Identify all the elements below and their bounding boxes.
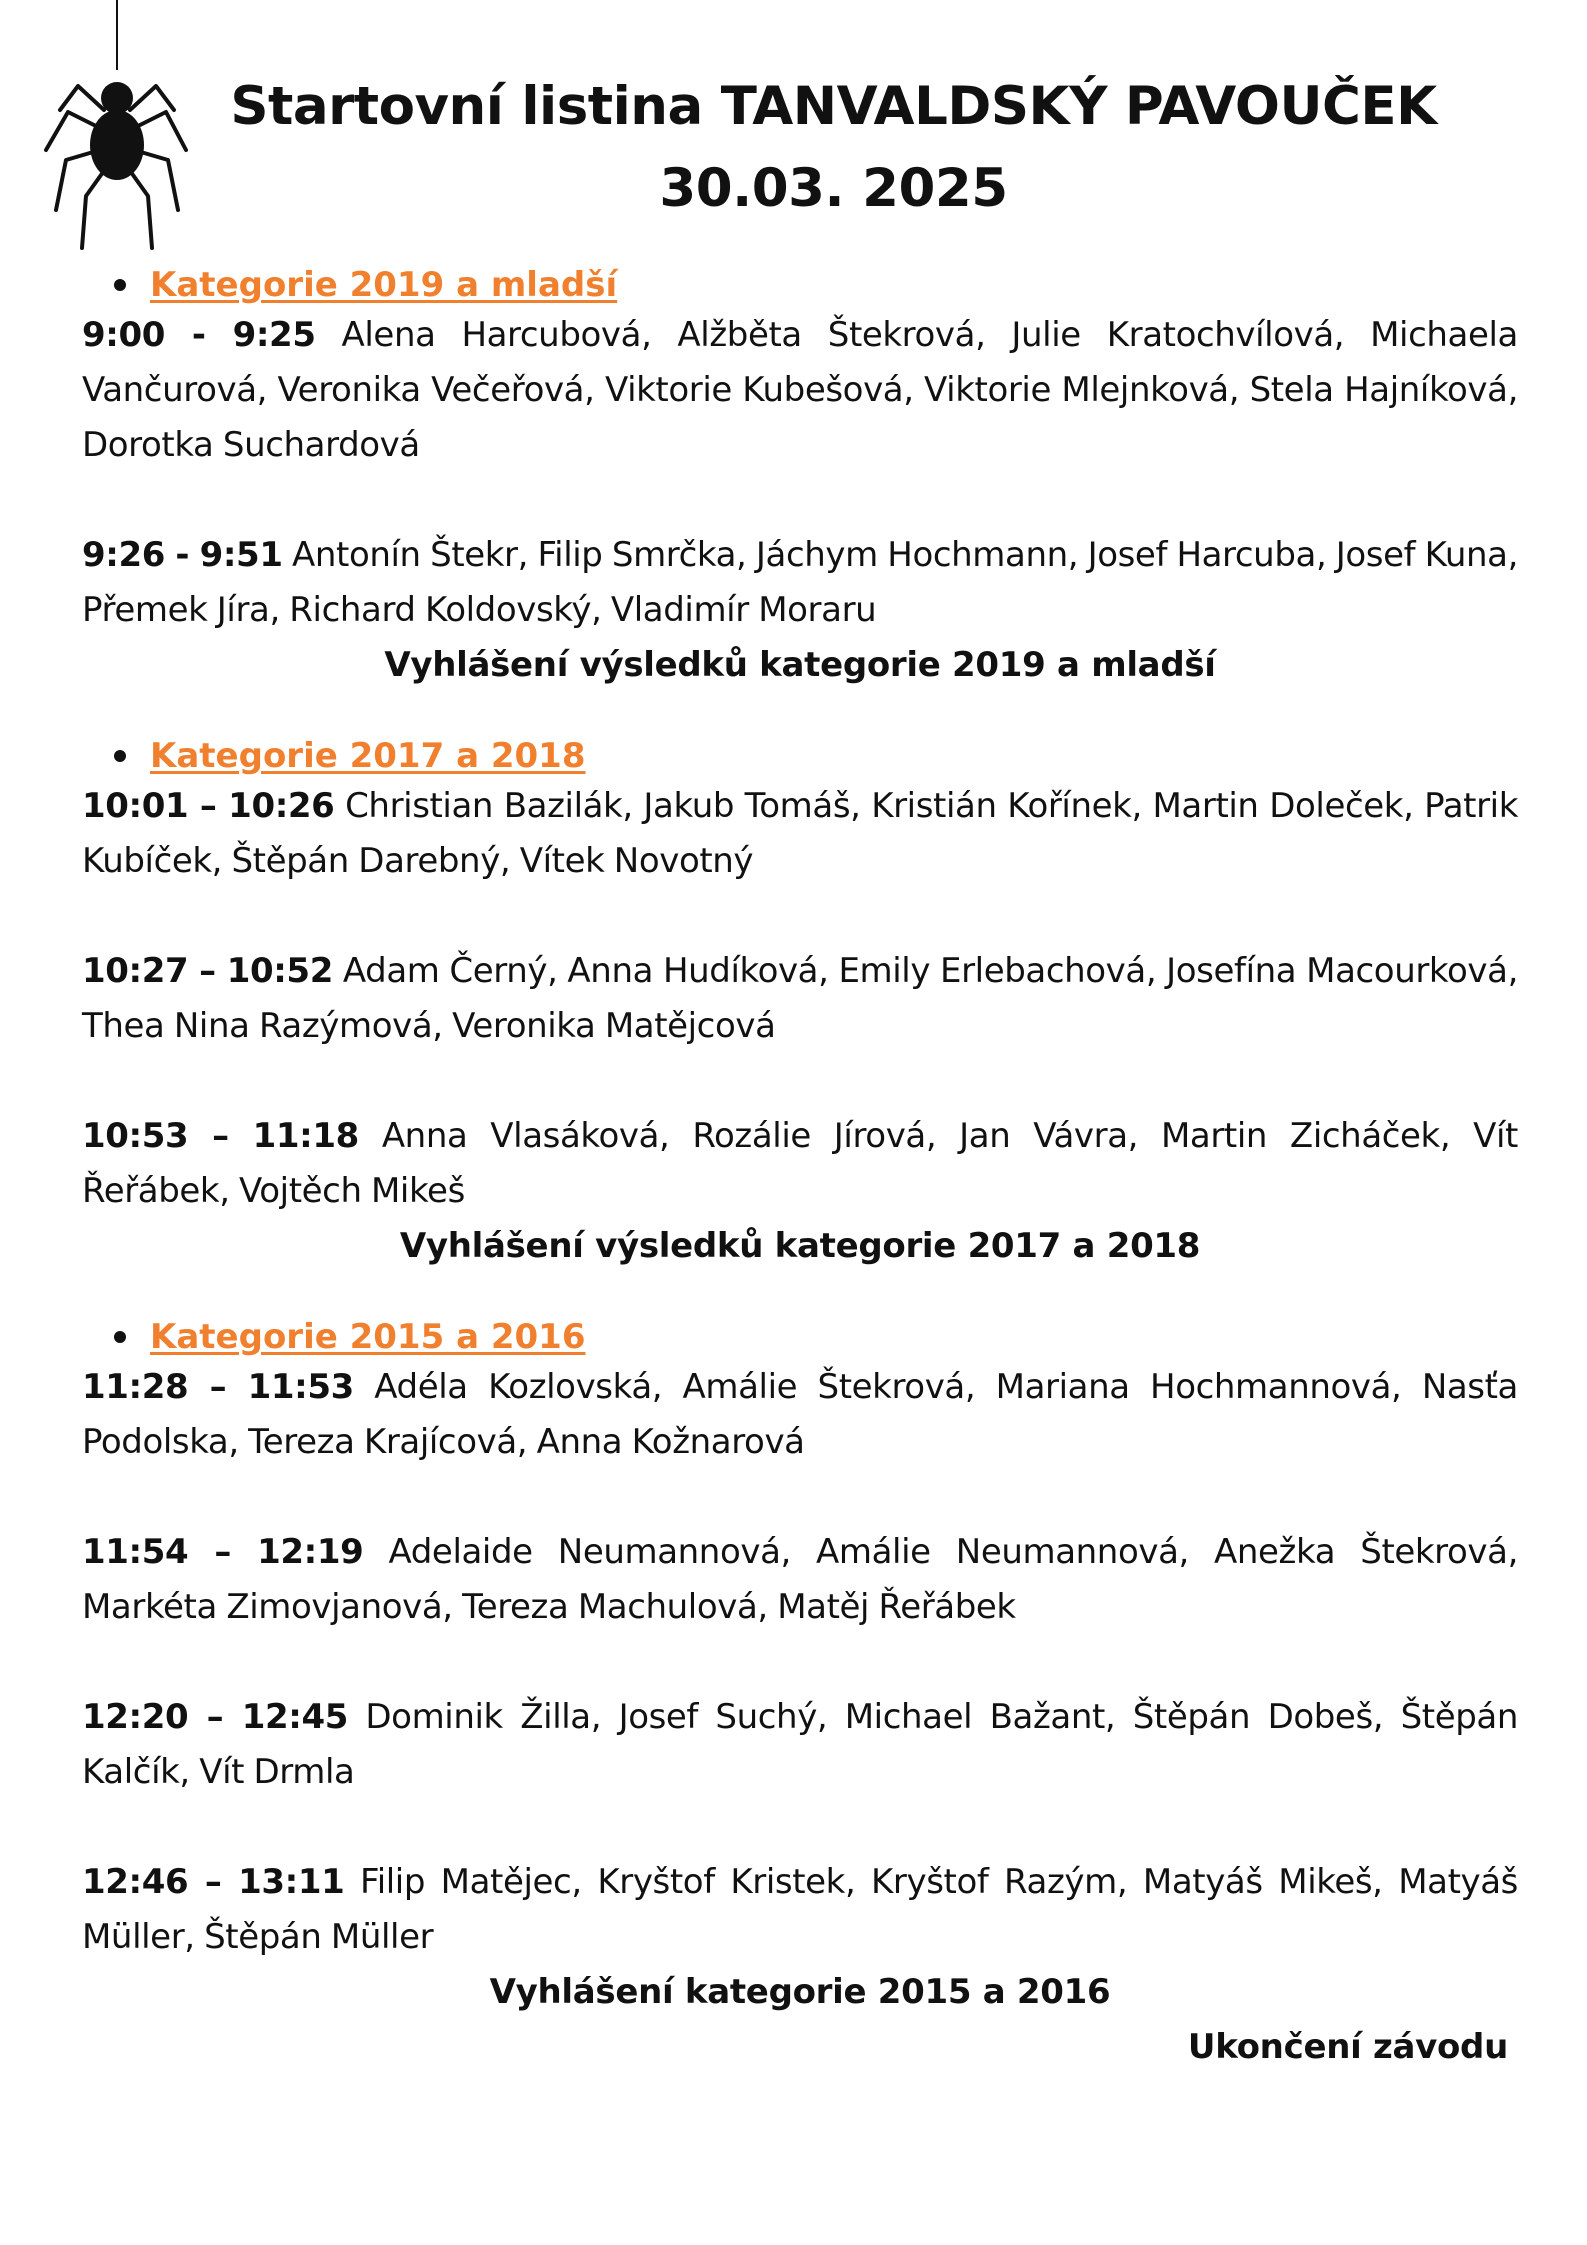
start-time: 12:20 – 12:45	[82, 1697, 348, 1737]
start-group	[82, 308, 1518, 473]
start-time: 11:28 – 11:53	[82, 1367, 354, 1407]
participant-names: Antonín Štekr, Filip Smrčka, Jáchym Hochmann, Josef Harcuba, Josef Kuna, Přemek Jíra, Richard Koldovský, Vladimír Moraru	[82, 535, 1518, 630]
page-date: 30.03. 2025	[659, 158, 1008, 219]
start-group	[82, 1855, 1518, 1965]
results-announcement: Vyhlášení kategorie 2015 a 2016	[489, 1972, 1111, 2012]
participant-names: Christian Bazilák, Jakub Tomáš, Kristián Kořínek, Martin Doleček, Patrik Kubíček, Štěpán Darebný, Vítek Novotný	[82, 786, 1518, 881]
participant-names: Dominik Žilla, Josef Suchý, Michael Bažant, Štěpán Dobeš, Štěpán Kalčík, Vít Drmla	[82, 1697, 1518, 1792]
participant-names: Adéla Kozlovská, Amálie Štekrová, Mariana Hochmannová, Nasťa Podolska, Tereza Krajícová, Anna Kožnarová	[82, 1367, 1518, 1462]
category-heading: Kategorie 2015 a 2016	[82, 1314, 1518, 1360]
start-group	[82, 944, 1518, 1054]
results-announcement: Vyhlášení výsledků kategorie 2017 a 2018	[399, 1226, 1201, 1266]
start-time: 9:00 - 9:25	[82, 315, 316, 355]
start-group	[82, 1360, 1518, 1470]
start-group	[82, 1525, 1518, 1635]
start-list	[82, 262, 1518, 2075]
start-time: 10:27 – 10:52	[82, 951, 333, 991]
start-group	[82, 528, 1518, 638]
participant-names: Alena Harcubová, Alžběta Štekrová, Julie Kratochvílová, Michaela Vančurová, Veronika Večeřová, Viktorie Kubešová, Viktorie Mlejnková, Stela Hajníková, Dorotka Suchardová	[82, 315, 1518, 465]
race-end: Ukončení závodu	[1187, 2027, 1508, 2067]
participant-names: Anna Vlasáková, Rozálie Jírová, Jan Vávra, Martin Zicháček, Vít Řeřábek, Vojtěch Mikeš	[82, 1116, 1518, 1211]
results-announcement: Vyhlášení výsledků kategorie 2019 a mladší	[384, 645, 1216, 685]
start-time: 9:26 - 9:51	[82, 535, 283, 575]
start-time: 10:01 – 10:26	[82, 786, 335, 826]
participant-names: Adam Černý, Anna Hudíková, Emily Erlebachová, Josefína Macourková, Thea Nina Razýmová, Veronika Matějcová	[82, 951, 1518, 1046]
category-heading: Kategorie 2019 a mladší	[82, 262, 1518, 308]
start-time: 12:46 – 13:11	[82, 1862, 345, 1902]
start-group	[82, 779, 1518, 889]
participant-names: Filip Matějec, Kryštof Kristek, Kryštof Razým, Matyáš Mikeš, Matyáš Müller, Štěpán Müller	[82, 1862, 1518, 1957]
start-group	[82, 1690, 1518, 1800]
start-time: 10:53 – 11:18	[82, 1116, 359, 1156]
page-title: Startovní listina TANVALDSKÝ PAVOUČEK	[230, 76, 1437, 137]
participant-names: Adelaide Neumannová, Amálie Neumannová, Anežka Štekrová, Markéta Zimovjanová, Tereza Machulová, Matěj Řeřábek	[82, 1532, 1518, 1627]
category-heading: Kategorie 2017 a 2018	[82, 733, 1518, 779]
start-time: 11:54 – 12:19	[82, 1532, 364, 1572]
start-group	[82, 1109, 1518, 1219]
